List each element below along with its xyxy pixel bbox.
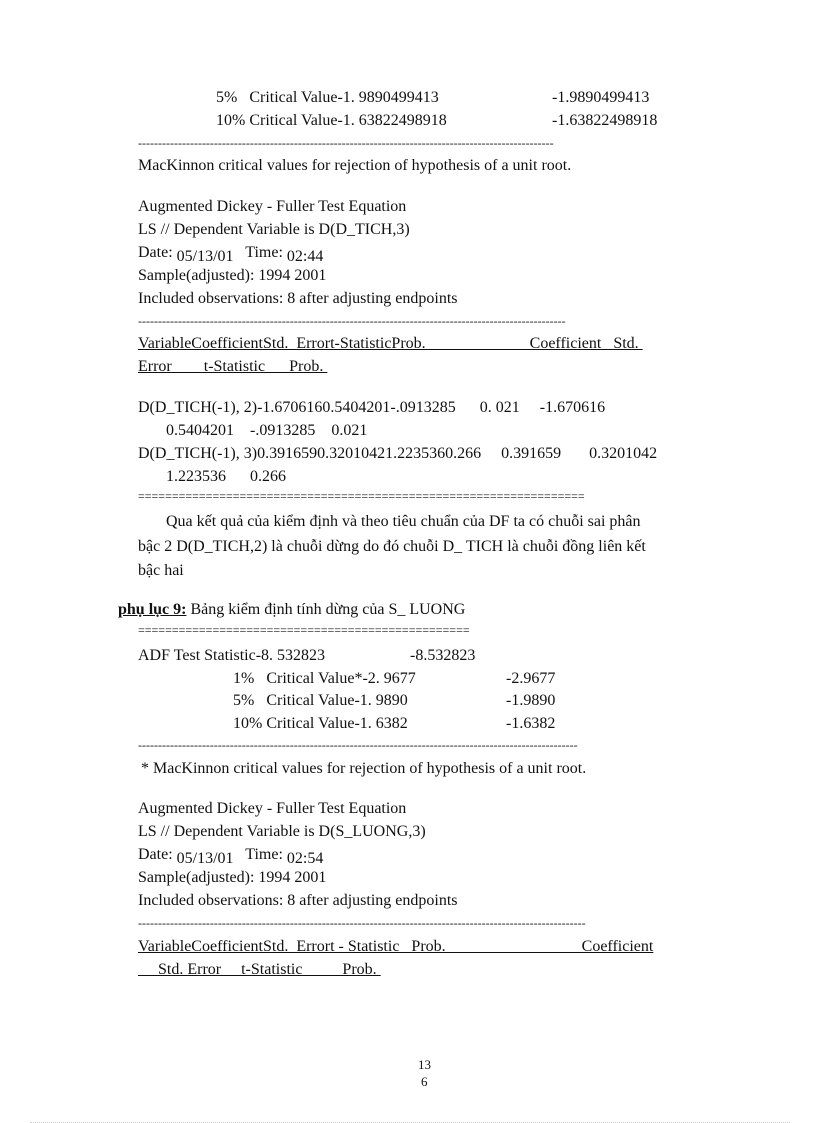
equals-separator: =================================================: [138, 624, 470, 636]
date-time-line: [138, 845, 323, 867]
critical-value-5pct: 5% Critical Value-1. 9890499413: [216, 89, 439, 106]
adf-test-statistic-value: -8.532823: [410, 647, 476, 664]
time-value: 02:44: [286, 248, 324, 265]
critical-value-10pct: 10% Critical Value-1. 6382: [233, 715, 408, 732]
table-row-2-cont: 1.223536 0.266: [166, 468, 286, 485]
equation-title: Augmented Dickey - Fuller Test Equation: [138, 198, 407, 215]
dash-separator: --------------------------------------------------------------------------------------------------------: [138, 137, 554, 149]
critical-value-1pct: 1% Critical Value*-2. 9677: [233, 670, 416, 687]
conclusion-line-3: bậc hai: [138, 562, 184, 579]
critical-value-5pct-value: -1.9890: [506, 692, 556, 709]
included-observations: Included observations: 8 after adjusting endpoints: [138, 290, 458, 307]
dependent-variable: LS // Dependent Variable is D(D_TICH,3): [138, 221, 410, 238]
adf-test-statistic: ADF Test Statistic-8. 532823: [138, 647, 326, 664]
conclusion-line-2: bậc 2 D(D_TICH,2) là chuỗi dừng do đó chuỗi D_ TICH là chuỗi đồng liên kết: [138, 538, 646, 555]
appendix-heading: [118, 600, 465, 622]
table-header-line2: Error t-Statistic Prob.: [138, 358, 328, 375]
sample-adjusted: Sample(adjusted): 1994 2001: [138, 869, 327, 886]
time-label: Time:: [245, 244, 287, 261]
mackinnon-note: * MacKinnon critical values for rejection of hypothesis of a unit root.: [141, 760, 587, 777]
table-row-1: D(D_TICH(-1), 2)-1.6706160.5404201-.0913285 0. 021 -1.670616: [138, 399, 606, 416]
critical-value-10pct-value: -1.6382: [506, 715, 556, 732]
time-label: Time:: [245, 846, 287, 863]
dash-separator: --------------------------------------------------------------------------------------------------------------: [138, 739, 578, 751]
dash-separator: -----------------------------------------------------------------------------------------------------------: [138, 315, 566, 327]
sample-adjusted: Sample(adjusted): 1994 2001: [138, 267, 327, 284]
conclusion-line-1: Qua kết quả của kiểm định và theo tiêu chuẩn của DF ta có chuỗi sai phân: [166, 513, 641, 530]
equation-title: Augmented Dickey - Fuller Test Equation: [138, 800, 407, 817]
critical-value-10pct-value: -1.63822498918: [552, 112, 658, 129]
page-number-top: 13: [418, 1057, 431, 1072]
dependent-variable: LS // Dependent Variable is D(S_LUONG,3): [138, 823, 426, 840]
page-number-bottom: 6: [421, 1074, 428, 1089]
table-row-2: D(D_TICH(-1), 3)0.3916590.32010421.2235360.266 0.391659 0.3201042: [138, 445, 658, 462]
critical-value-5pct: 5% Critical Value-1. 9890: [233, 692, 408, 709]
appendix-label: phụ lục 9:: [118, 601, 187, 618]
date-label: Date:: [138, 244, 177, 261]
table-row-1-cont: 0.5404201 -.0913285 0.021: [166, 422, 368, 439]
table-header-line1: VariableCoefficientStd. Errort - Statistic Prob. Coefficient: [138, 938, 654, 955]
date-value: 05/13/01: [176, 248, 234, 265]
table-header-line2: Std. Error t-Statistic Prob.: [138, 961, 381, 978]
table-header-line1: VariableCoefficientStd. Errort-StatisticProb. Coefficient Std.: [138, 335, 643, 352]
mackinnon-note: MacKinnon critical values for rejection of hypothesis of a unit root.: [138, 157, 572, 174]
time-value: 02:54: [286, 850, 324, 867]
critical-value-5pct-value: -1.9890499413: [552, 89, 650, 106]
included-observations: Included observations: 8 after adjusting endpoints: [138, 892, 458, 909]
date-label: Date:: [138, 846, 177, 863]
critical-value-1pct-value: -2.9677: [506, 670, 556, 687]
equals-separator: ==================================================================: [138, 490, 585, 502]
date-time-line: [138, 243, 323, 265]
critical-value-10pct: 10% Critical Value-1. 63822498918: [216, 112, 447, 129]
date-value: 05/13/01: [176, 850, 234, 867]
dash-separator: ----------------------------------------------------------------------------------------------------------------: [138, 917, 586, 929]
appendix-title: Bảng kiểm định tính dừng của S_ LUONG: [186, 601, 466, 618]
